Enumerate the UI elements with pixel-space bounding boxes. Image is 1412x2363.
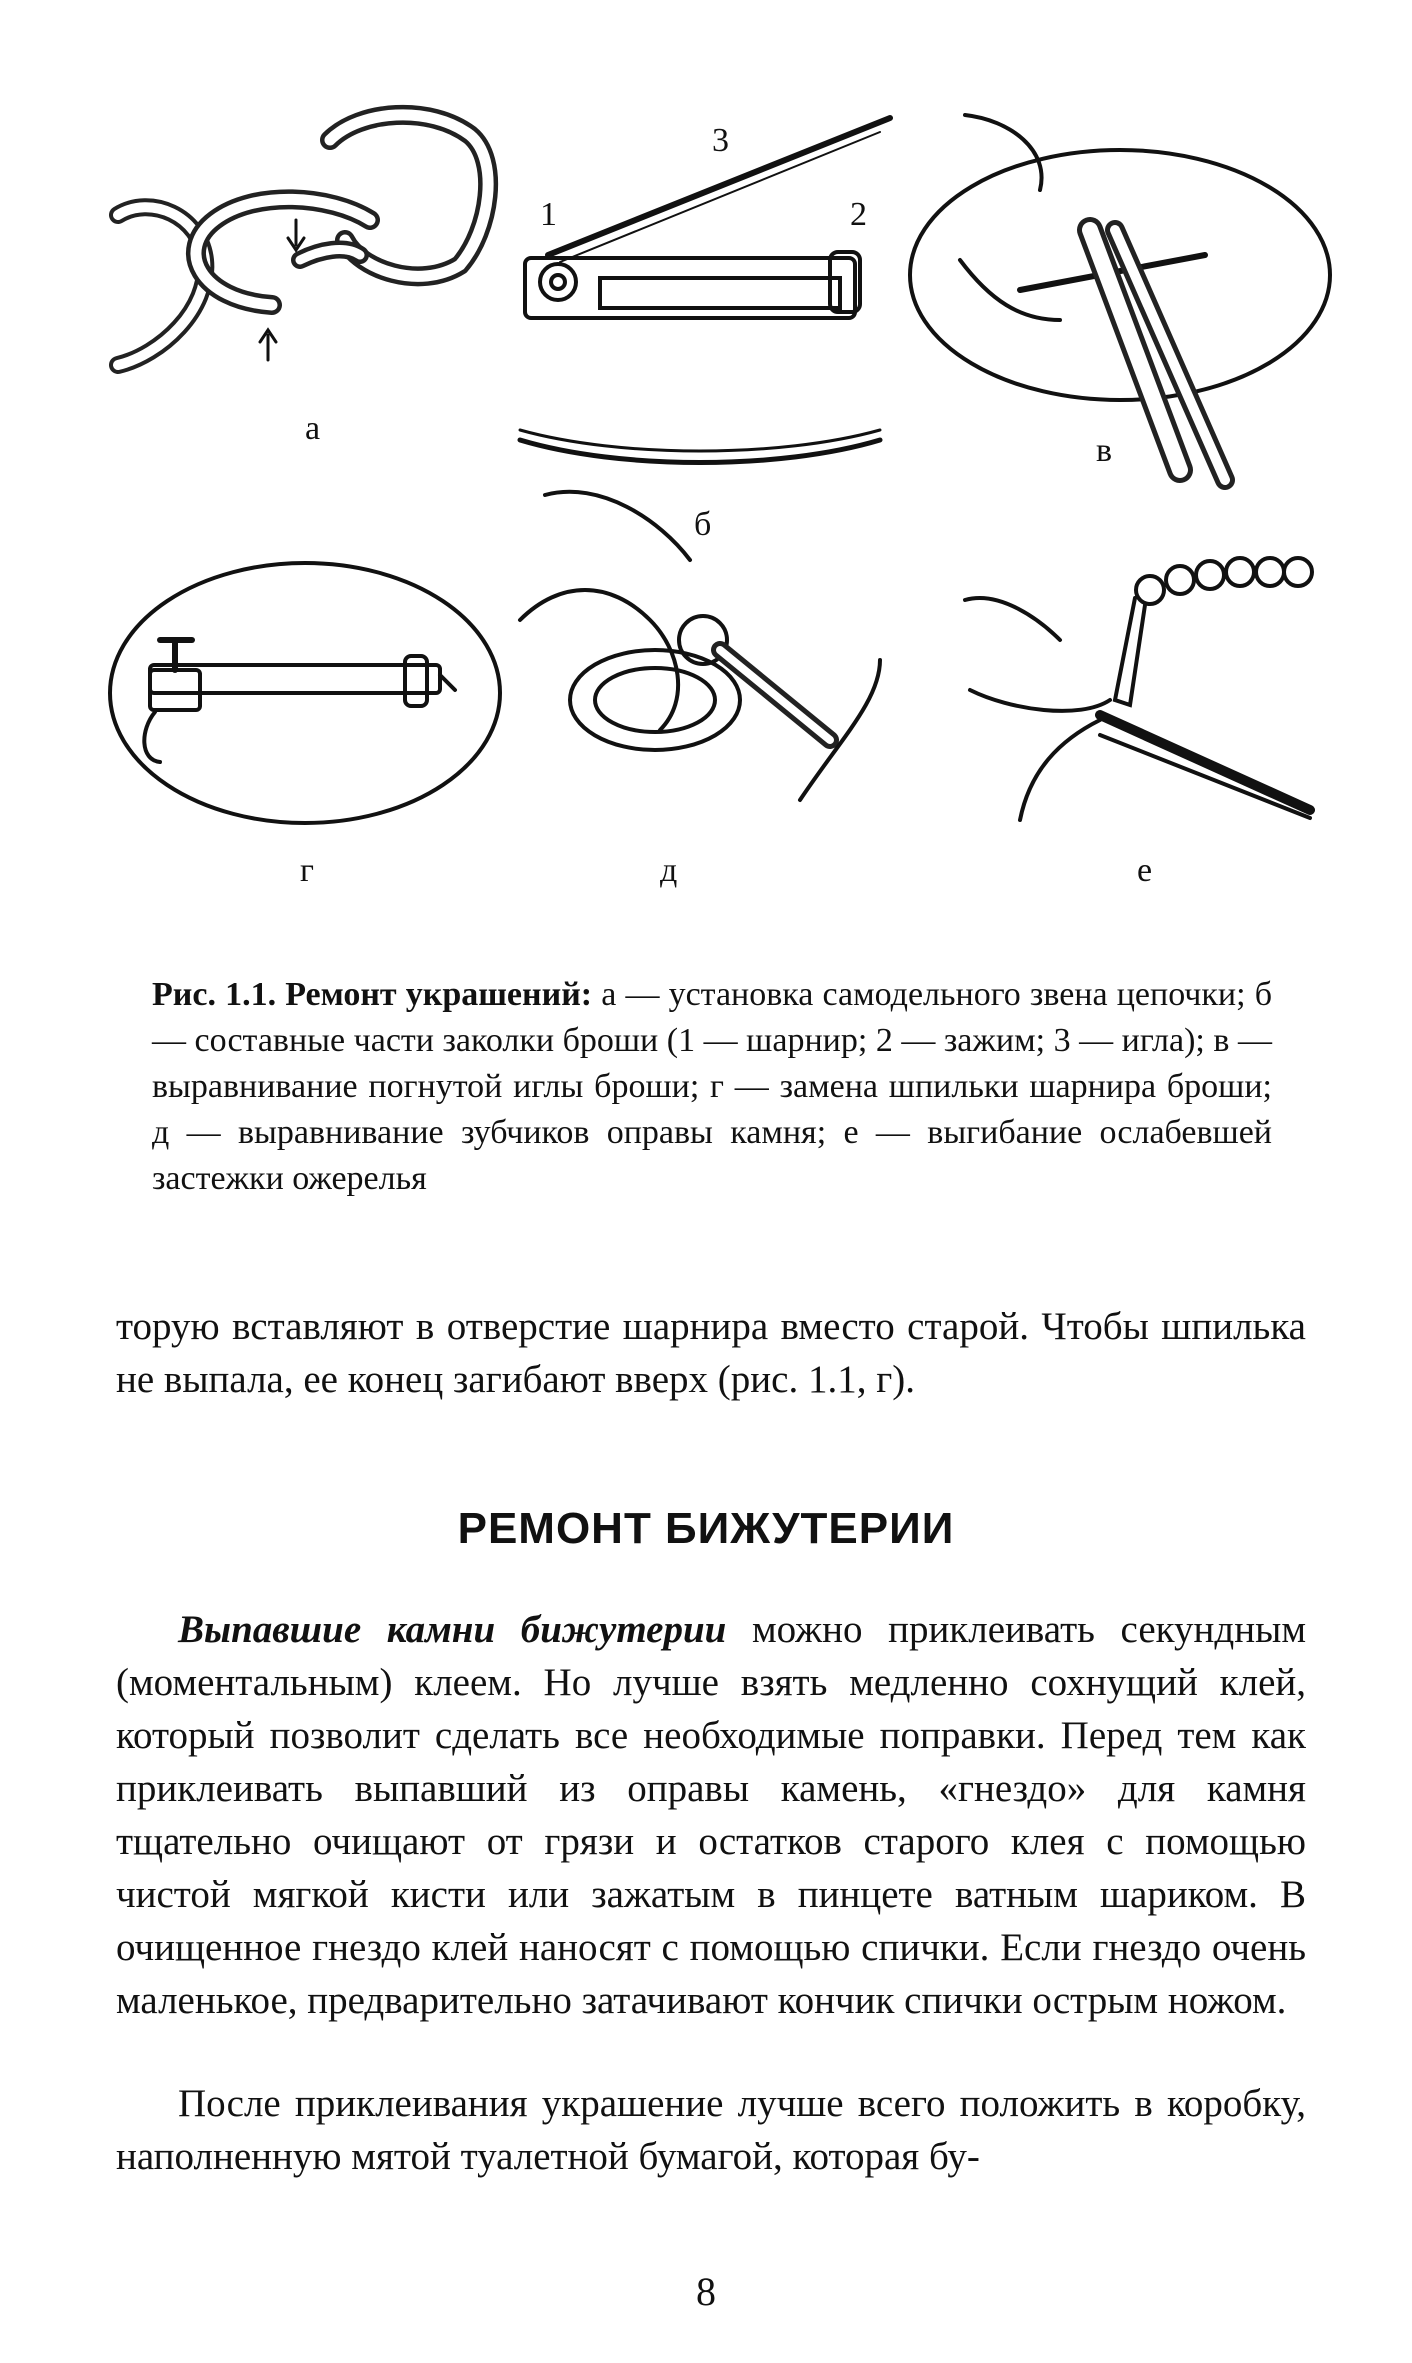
figure-caption bbox=[152, 972, 1272, 1202]
continuation-paragraph: торую вставляют в отверстие шарнира вместо старой. Чтобы шпилька не выпала, ее конец загибают вверх (рис. 1.1, г). bbox=[116, 1305, 1306, 1401]
figure-illustrations bbox=[0, 0, 1412, 900]
panel-label-d: д bbox=[660, 852, 678, 889]
page-number: 8 bbox=[696, 2269, 716, 2314]
panel-e-necklace-clasp bbox=[965, 558, 1312, 820]
panel-label-a: а bbox=[305, 410, 321, 447]
panel-g-hinge-oval bbox=[110, 563, 500, 823]
panel-label-g: г bbox=[300, 852, 314, 889]
panel-b-brooch-clasp bbox=[520, 118, 890, 463]
paragraph-1-lead: Выпавшие камни бижутерии bbox=[178, 1608, 727, 1651]
part-label-2: 2 bbox=[850, 196, 867, 233]
paragraph-1 bbox=[116, 1603, 1306, 2027]
paragraph-2: После приклеивания украшение лучше всего положить в коробку, наполненную мятой туалетной бумагой, которая бу- bbox=[116, 2082, 1306, 2178]
panel-label-b: б bbox=[694, 506, 712, 543]
caption-title: Рис. 1.1. Ремонт украшений: bbox=[152, 976, 593, 1013]
panel-label-e: е bbox=[1137, 852, 1153, 889]
paragraph-1-text: можно приклеивать секундным (моментальным) клеем. Но лучше взять медленно сохнущий клей, который позволит сделать все необходимые поправки. Перед тем как приклеивать выпавший из оправы камень, «гнездо» для камня тщательно очищают от грязи и остатков старого клея с помощью чистой мягкой кисти или зажатым в пинцете ватным шариком. В очищенное гнездо клей наносят с помощью спички. Если гнездо очень маленькое, предварительно затачивают кончик спички острым ножом. bbox=[116, 1608, 1306, 2022]
panel-label-v: в bbox=[1096, 432, 1113, 469]
panel-a-chain-links bbox=[118, 115, 488, 365]
part-label-3: 3 bbox=[712, 122, 729, 159]
part-label-1: 1 bbox=[540, 196, 557, 233]
section-heading: РЕМОНТ БИЖУТЕРИИ bbox=[457, 1504, 955, 1553]
panel-v-pliers-oval bbox=[910, 115, 1330, 480]
caption-text: а — установка самодельного звена цепочки; б — составные части заколки броши (1 — шарнир; 2 — зажим; 3 — игла); в — выравнивание погнутой иглы броши; г — замена шпильки шарнира броши; д — выравнивание зубчиков оправы камня; е — выгибание ослабевшей застежки ожерелья bbox=[152, 976, 1272, 1197]
